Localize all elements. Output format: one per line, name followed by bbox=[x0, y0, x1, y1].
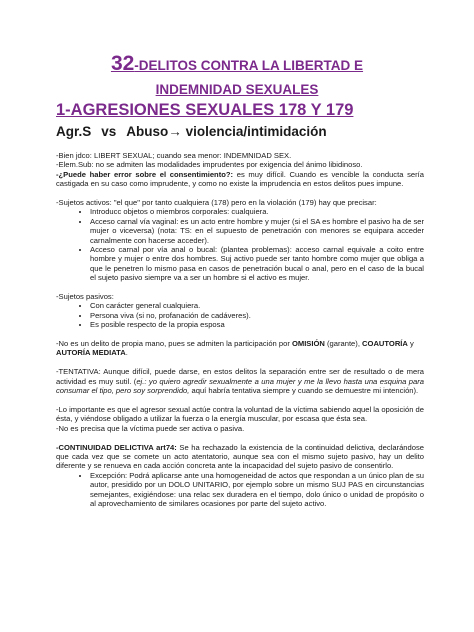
text-bold: AUTORÍA MEDIATA bbox=[56, 348, 126, 358]
paragraph-sujetos-activos bbox=[56, 198, 424, 283]
subheading bbox=[56, 124, 327, 139]
line-bien-juridico: -Bien jdco: LIBERT SEXUAL; cuando sea menor: INDEMNIDAD SEX. bbox=[56, 151, 292, 160]
text-bold: -CONTINUIDAD DELICTIVA art74: bbox=[56, 442, 177, 452]
text-run: Excepción: bbox=[90, 470, 130, 480]
list-item: • Introducc objetos o miembros corporales: cualquiera. bbox=[90, 207, 424, 216]
paragraph-bien-juridico bbox=[56, 151, 424, 189]
subheading-vs: vs bbox=[101, 124, 117, 139]
paragraph-continuidad bbox=[56, 443, 424, 509]
text-bold: COAUTORÍA bbox=[362, 339, 408, 349]
continuidad-text bbox=[56, 443, 424, 471]
text-bold: OMISIÓN bbox=[291, 339, 325, 349]
line-elem-sub: -Elem.Sub: no se admiten las modalidades imprudentes por exigencia del ánimo libidinoso. bbox=[56, 160, 363, 170]
text-run: -TENTATIVA: Aunque difícil, puede darse, en estos delitos la separación entre ser de resultado o de mera actividad es muy sutil. ( bbox=[56, 367, 424, 386]
list-item: • Acceso carnal vía vaginal: es un acto entre hombre y mujer (si el SA es hombre el pasivo ha de ser mujer o viceversa) (nota: TS: en el supuesto de penetración con menores se equipara acceder carnalmente con hacerse acceder). bbox=[90, 217, 424, 245]
list-item: • Persona viva (si no, profanación de cadáveres). bbox=[90, 311, 424, 320]
question-error: -¿Puede haber error sobre el consentimiento?: bbox=[56, 169, 234, 179]
document-title bbox=[0, 52, 474, 76]
paragraph-sujetos-pasivos bbox=[56, 292, 424, 330]
line-victima: -No es precisa que la víctima puede ser activa o pasiva. bbox=[56, 423, 245, 433]
section-heading: 1-AGRESIONES SEXUALES 178 Y 179 bbox=[56, 101, 354, 119]
line-error-consentimiento bbox=[56, 170, 424, 189]
paragraph-tentativa bbox=[56, 367, 424, 395]
sujetos-pasivos-list bbox=[56, 301, 424, 329]
text-run: -No es un delito de propia mano, pues se admiten la participación por bbox=[56, 339, 292, 349]
subheading-agr: Agr.S bbox=[56, 124, 92, 139]
title-text: -DELITOS CONTRA LA LIBERTAD E bbox=[134, 58, 364, 73]
sujetos-pasivos-heading: -Sujetos pasivos: bbox=[56, 292, 114, 302]
continuidad-list bbox=[56, 471, 424, 509]
text-run: Se ha rechazado la existencia de la continuidad delictiva, declarándose que cada vez que se comete un acto atentatorio, aunque sea con el mismo sujeto pasivo, hay un delito diferente y se renueva en cada acción concreta ante la incapacidad del sujeto pasivo de consentirlo. bbox=[56, 442, 424, 471]
title-number: 32 bbox=[110, 52, 135, 75]
sujetos-activos-list bbox=[56, 207, 424, 282]
text-run: . bbox=[125, 348, 128, 358]
line-agresor: -Lo importante es que el agresor sexual actúe contra la voluntad de la víctima sabiendo aquel la oposición de ésta, y viéndose obligado a utilizar la fuerza o la energía muscular, por escasa que ésta sea. bbox=[56, 404, 424, 424]
text-run: Podrá aplicarse ante una homogeneidad de actos que respondan a un único plan de su autor, presidido por un DOLO UNITARIO, por ejemplo sobre un mismo SUJ PAS en circunstancias semejantes, exigiéndose: una relac sex duradera en el tiempo, dolo único o unidad de propósito o al aprovechamiento de similares ocasiones por parte del sujeto activo. bbox=[90, 470, 424, 508]
paragraph-agresor bbox=[56, 405, 424, 433]
text-italic: ej.: yo quiero agredir sexualmente a una mujer y me la llevo hasta una esquina para consumar el tipo, pero soy sorprendido, bbox=[56, 376, 424, 396]
subheading-violencia: violencia/intimidación bbox=[185, 124, 327, 139]
list-item: • Con carácter general cualquiera. bbox=[90, 301, 424, 310]
subheading-abuso: Abuso bbox=[126, 124, 169, 139]
text-run: aquí habría tentativa siempre y cuando se demuestre mi intención). bbox=[189, 386, 419, 396]
list-item: • Acceso carnal por vía anal o bucal: (plantea problemas): acceso carnal equivale a coito entre hombre y mujer o entre dos hombres. Suj activo puede ser tanto hombre como mujer que obliga a que le penetren lo mismo pasa en casos de penetración bucal o anal, pero en el caso de la bucal el sujeto pasivo siempre va a ser un hombre si el activo es mujer. bbox=[90, 245, 424, 283]
answer-error: es muy difícil. Cuando es vencible la conducta sería castigada en su caso como imprudente, y como no existe la imprudencia en estos delitos pues impune. bbox=[56, 169, 424, 189]
text-run: y bbox=[407, 339, 414, 349]
list-item bbox=[90, 471, 424, 509]
paragraph-participacion bbox=[56, 339, 424, 358]
text-run: (garante), bbox=[324, 339, 363, 349]
sujetos-activos-heading: -Sujetos activos: "el que" por tanto cualquiera (178) pero en la violación (179) hay que precisar: bbox=[56, 198, 377, 208]
list-item: • Es posible respecto de la propia esposa bbox=[90, 320, 424, 329]
document-body bbox=[56, 151, 424, 508]
document-title-line2: INDEMNIDAD SEXUALES bbox=[155, 82, 319, 97]
arrow-right-icon: → bbox=[168, 124, 182, 139]
